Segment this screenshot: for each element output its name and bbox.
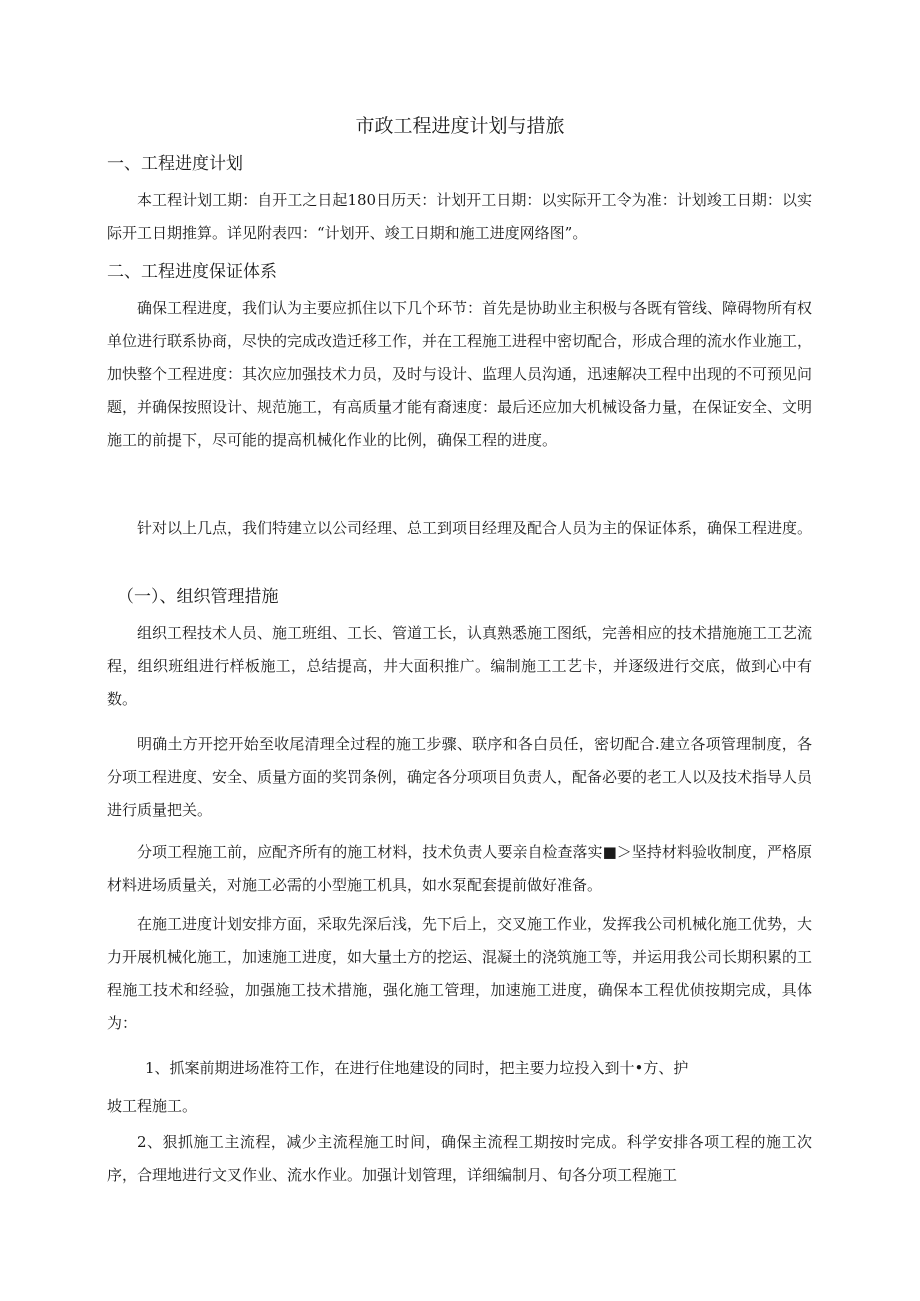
paragraph-organize-staff: 组织工程技术人员、施工班组、工长、管道工长，认真熟悉施工图纸，完善相应的技术措施施工工艺流程，组织班组进行样板施工，总结提高，井大面积推广。编制施工工艺卡，并逐级进行交底，做到心中有数。 [107, 624, 813, 708]
paragraph-guarantee-system: 针对以上几点，我们特建立以公司经理、总工到项目经理及配合人员为主的保证体系，确保工程进度。 [137, 519, 813, 537]
paragraph-schedule: 本工程计划工期：自开工之日起180日历天：计划开工日期：以实际开工令为准：计划竣工日期：以实际开工日期推算。详见附表四：“计划开、竣工日期和施工进度网络图”。 [107, 191, 812, 242]
document-title: 市政工程进度计划与措旅 [355, 115, 565, 137]
paragraph-materials: 分项工程施工前，应配齐所有的施工材料，技术负责人要亲自检查落实■＞坚持材料验收制度，严格原材料进场质量关，对施工必需的小型施工机具，如水泵配套提前做好准备。 [107, 843, 812, 894]
paragraph-schedule-arrangement: 在施工进度计划安排方面，采取先深后浅，先下后上，交叉施工作业，发挥我公司机械化施工优势，大力开展机械化施工，加速施工进度，如大量土方的挖运、混凝土的浇筑施工等，并运用我公司长期积累的工程施工技术和经验，加强施工技术措施，强化施工管理，加速施工进度，确保本工程优侦按期完成，具体为： [107, 915, 813, 1032]
list-item-2: 2、狠抓施工主流程，减少主流程施工时间，确保主流程工期按时完成。科学安排各项工程的施工次序，合理地进行文叉作业、流水作业。加强计划管理，详细编制月、旬各分项工程施工 [107, 1133, 812, 1184]
paragraph-responsibility: 明确土方开挖开始至收尾清理全过程的施工步骤、联序和各白员任，密切配合.建立各项管理制度，各分项工程进度、安全、质量方面的奖罚条例，确定各分项项目负责人，配备必要的老工人以及技术指导人员进行质量把关。 [107, 735, 813, 819]
paragraph-key-links: 确保工程进度，我们认为主要应抓住以下几个环节：首先是协助业主积极与各既有管线、障碍物所有权单位进行联系协商，尽快的完成改造迁移工作，并在工程施工进程中密切配合，形成合理的流水作业施工，加快整个工程进度：其次应加强技术力员，及时与设计、监理人员沟通，迅速解决工程中出现的不可预见问题，并确保按照设计、规范施工，有高质量才能有裔速度：最后还应加大机械设备力量，在保证安全、文明施工的前提下，尽可能的提高机械化作业的比例，确保工程的进度。 [107, 299, 813, 449]
list-item-1-line-1: 1、抓案前期进场准符工作，在进行住地建设的同时，把主要力垃投入到十•方、护 [145, 1059, 689, 1077]
subsection-heading-organization: （一）、组织管理措施 [117, 587, 279, 607]
section-heading-guarantee-system: 二、工程进度保证体系 [107, 262, 277, 282]
section-heading-progress-plan: 一、工程进度计划 [107, 154, 243, 174]
list-item-1-line-2: 坡工程施工。 [107, 1097, 198, 1115]
